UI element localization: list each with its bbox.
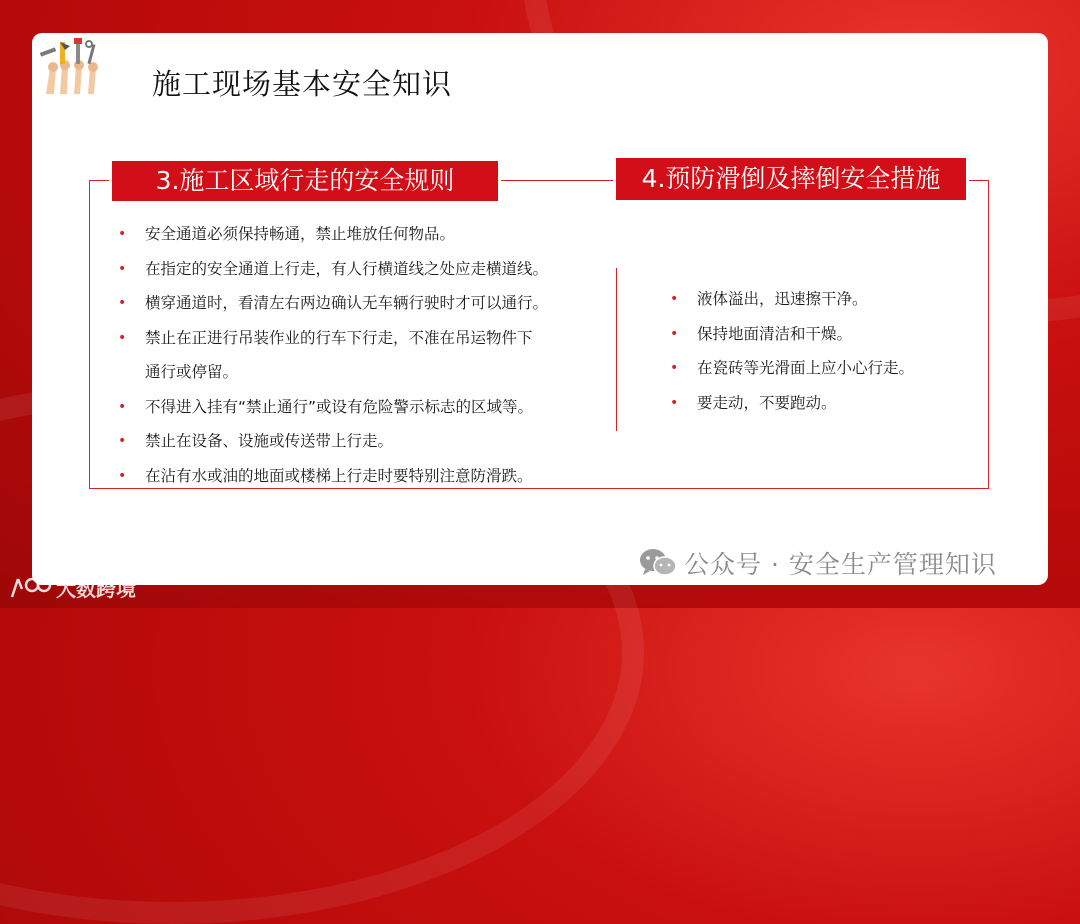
list-item-continuation: 通行或停留。 — [145, 363, 239, 381]
brand-mark — [8, 573, 136, 602]
section-heading-slip-prevention: 4.预防滑倒及摔倒安全措施 — [616, 158, 966, 200]
list-item: • 不得进入挂有“禁止通行”或设有危险警示标志的区域等。 — [118, 390, 548, 425]
list-item: • 保持地面清洁和干燥。 — [670, 317, 914, 352]
brand-logo-icon — [8, 575, 52, 601]
worker-tools-logo-icon — [36, 38, 106, 94]
list-item: • 在瓷砖等光滑面上应小心行走。 — [670, 351, 914, 386]
list-item: • 液体溢出，迅速擦干净。 — [670, 282, 914, 317]
list-item: • 禁止在设备、设施或传送带上行走。 — [118, 424, 548, 459]
watermark — [638, 545, 997, 581]
walking-rules-list — [118, 217, 548, 493]
list-item: • 在沾有水或油的地面或楼梯上行走时要特别注意防滑跌。 — [118, 459, 548, 494]
column-divider — [616, 268, 617, 431]
watermark-text: 公众号 · 安全生产管理知识 — [684, 550, 997, 579]
slip-prevention-list — [670, 282, 914, 420]
wechat-icon — [638, 547, 678, 579]
list-item: • 横穿通道时，看清左右两边确认无车辆行驶时才可以通行。 — [118, 286, 548, 321]
section-heading-walking-rules: 3.施工区域行走的安全规则 — [112, 161, 498, 201]
brand-text: 大数跨境 — [56, 577, 136, 601]
page-title: 施工现场基本安全知识 — [152, 67, 453, 101]
list-item: • 禁止在正进行吊装作业的行车下行走，不准在吊运物件下 — [118, 321, 548, 356]
list-item: • 要走动，不要跑动。 — [670, 386, 914, 421]
list-item: • 在指定的安全通道上行走，有人行横道线之处应走横道线。 — [118, 252, 548, 287]
list-item: • 安全通道必须保持畅通，禁止堆放任何物品。 — [118, 217, 548, 252]
